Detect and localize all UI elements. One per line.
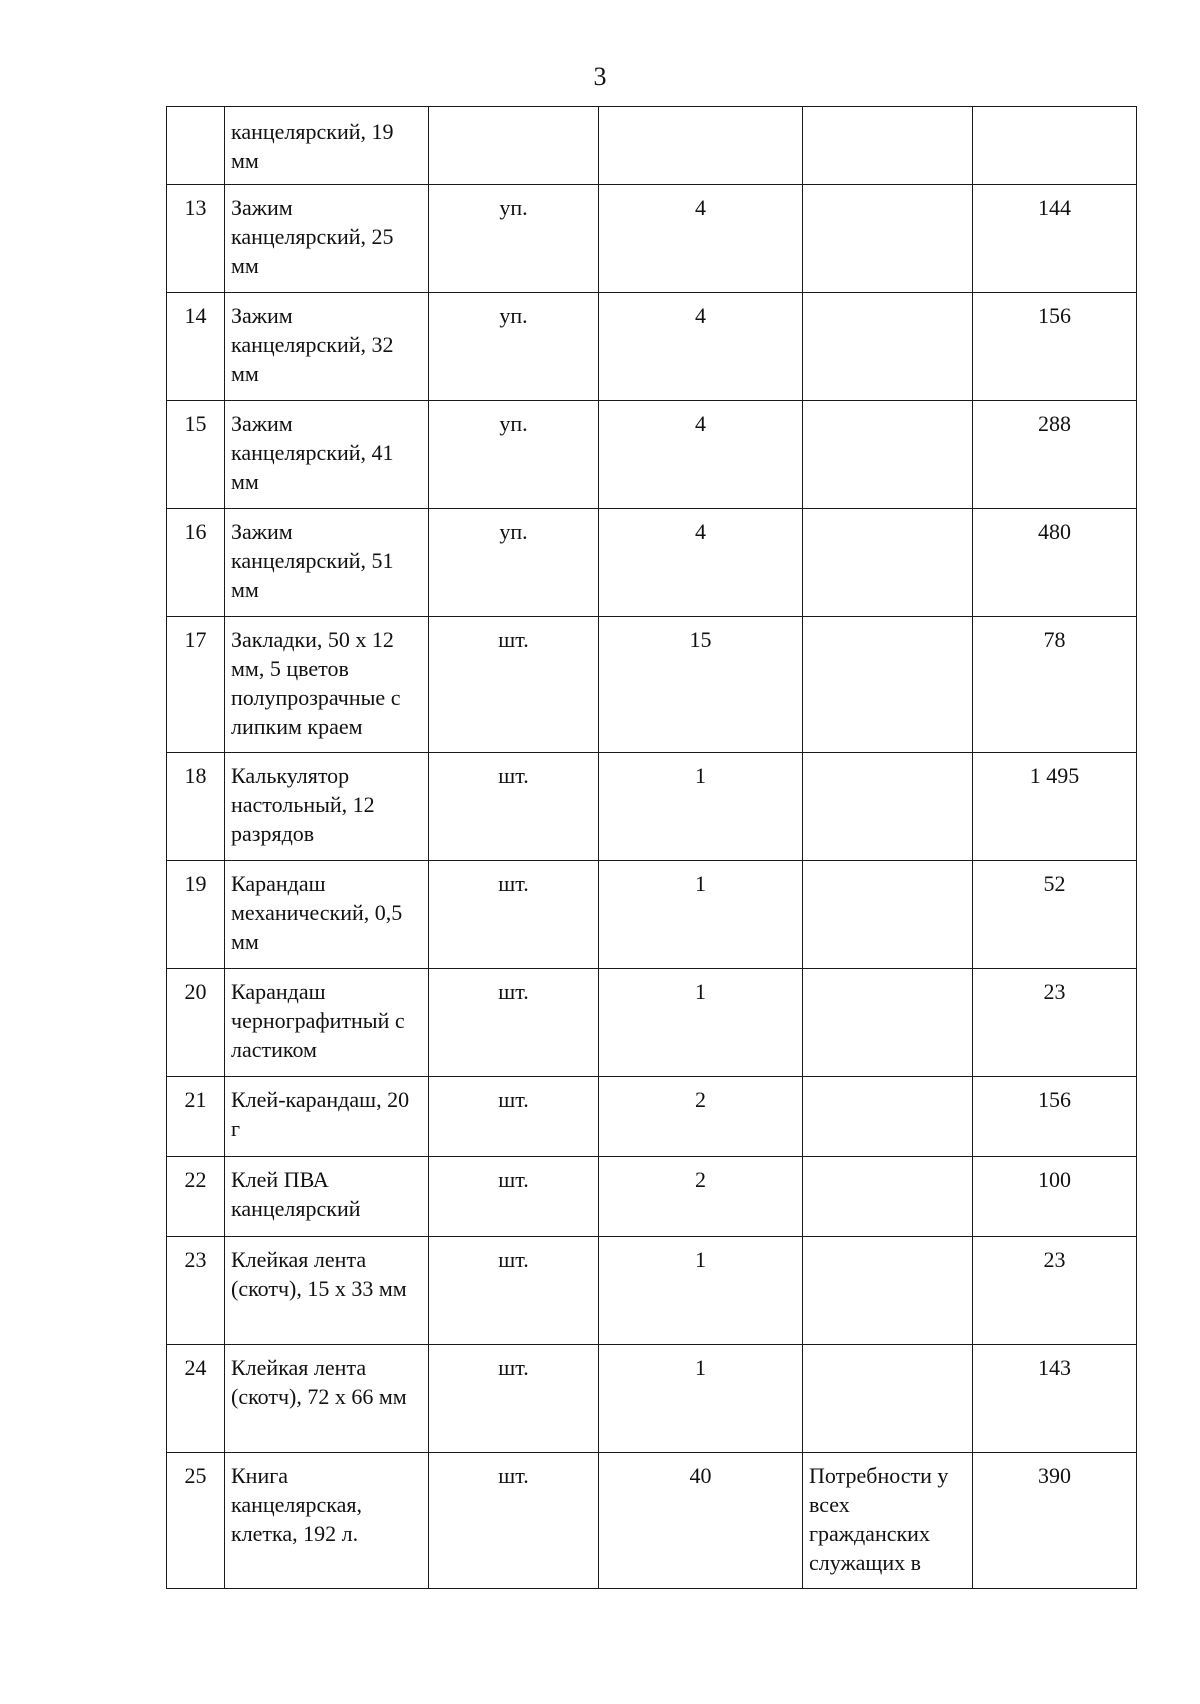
item-name: Книга канцелярская, клетка, 192 л. bbox=[225, 1453, 429, 1589]
row-number: 16 bbox=[167, 509, 225, 617]
item-note bbox=[803, 1237, 973, 1345]
item-note bbox=[803, 753, 973, 861]
row-number: 25 bbox=[167, 1453, 225, 1589]
table-row bbox=[167, 401, 1137, 509]
item-price: 143 bbox=[973, 1345, 1137, 1453]
item-quantity: 15 bbox=[599, 617, 803, 753]
item-note bbox=[803, 617, 973, 753]
item-quantity: 1 bbox=[599, 861, 803, 969]
item-quantity: 1 bbox=[599, 753, 803, 861]
table-row bbox=[167, 1077, 1137, 1157]
table-row bbox=[167, 185, 1137, 293]
row-number: 17 bbox=[167, 617, 225, 753]
item-name: Закладки, 50 х 12 мм, 5 цветов полупрозрачные с липким краем bbox=[225, 617, 429, 753]
item-price: 52 bbox=[973, 861, 1137, 969]
supplies-table bbox=[166, 106, 1137, 1589]
table-row bbox=[167, 969, 1137, 1077]
item-note bbox=[803, 107, 973, 185]
item-note bbox=[803, 1077, 973, 1157]
item-price: 156 bbox=[973, 293, 1137, 401]
item-unit: шт. bbox=[429, 1237, 599, 1345]
item-name: Зажим канцелярский, 25 мм bbox=[225, 185, 429, 293]
item-unit: уп. bbox=[429, 185, 599, 293]
item-note bbox=[803, 185, 973, 293]
item-unit: уп. bbox=[429, 401, 599, 509]
item-price: 156 bbox=[973, 1077, 1137, 1157]
row-number: 15 bbox=[167, 401, 225, 509]
item-note bbox=[803, 1345, 973, 1453]
item-price: 390 bbox=[973, 1453, 1137, 1589]
item-quantity: 1 bbox=[599, 969, 803, 1077]
item-price: 288 bbox=[973, 401, 1137, 509]
table-row bbox=[167, 1157, 1137, 1237]
page-number: 3 bbox=[593, 62, 607, 91]
item-price: 480 bbox=[973, 509, 1137, 617]
item-name: Клей ПВА канцелярский bbox=[225, 1157, 429, 1237]
item-unit: шт. bbox=[429, 1077, 599, 1157]
row-number: 18 bbox=[167, 753, 225, 861]
item-name: Зажим канцелярский, 51 мм bbox=[225, 509, 429, 617]
row-number: 23 bbox=[167, 1237, 225, 1345]
table-row bbox=[167, 753, 1137, 861]
item-note bbox=[803, 401, 973, 509]
row-number: 19 bbox=[167, 861, 225, 969]
item-note bbox=[803, 1157, 973, 1237]
item-price: 23 bbox=[973, 1237, 1137, 1345]
item-name: канцелярский, 19 мм bbox=[225, 107, 429, 185]
item-unit: шт. bbox=[429, 1157, 599, 1237]
item-name: Клейкая лента (скотч), 72 х 66 мм bbox=[225, 1345, 429, 1453]
item-unit: шт. bbox=[429, 861, 599, 969]
item-unit: шт. bbox=[429, 753, 599, 861]
item-price: 144 bbox=[973, 185, 1137, 293]
item-price: 78 bbox=[973, 617, 1137, 753]
row-number bbox=[167, 107, 225, 185]
item-note bbox=[803, 969, 973, 1077]
item-name: Клей-карандаш, 20 г bbox=[225, 1077, 429, 1157]
item-name: Зажим канцелярский, 32 мм bbox=[225, 293, 429, 401]
item-name: Карандаш чернографитный с ластиком bbox=[225, 969, 429, 1077]
item-note bbox=[803, 861, 973, 969]
item-name: Зажим канцелярский, 41 мм bbox=[225, 401, 429, 509]
table-row bbox=[167, 1453, 1137, 1589]
item-note: Потребности у всех гражданских служащих в bbox=[803, 1453, 973, 1589]
item-unit: шт. bbox=[429, 969, 599, 1077]
row-number: 24 bbox=[167, 1345, 225, 1453]
item-price: 100 bbox=[973, 1157, 1137, 1237]
row-number: 13 bbox=[167, 185, 225, 293]
item-unit: шт. bbox=[429, 617, 599, 753]
item-quantity: 4 bbox=[599, 401, 803, 509]
table-row bbox=[167, 509, 1137, 617]
item-note bbox=[803, 509, 973, 617]
item-quantity: 40 bbox=[599, 1453, 803, 1589]
item-price: 1 495 bbox=[973, 753, 1137, 861]
row-number: 21 bbox=[167, 1077, 225, 1157]
item-quantity bbox=[599, 107, 803, 185]
item-name: Карандаш механический, 0,5 мм bbox=[225, 861, 429, 969]
row-number: 22 bbox=[167, 1157, 225, 1237]
table-row bbox=[167, 861, 1137, 969]
table-row bbox=[167, 1345, 1137, 1453]
item-quantity: 4 bbox=[599, 293, 803, 401]
row-number: 14 bbox=[167, 293, 225, 401]
table-row bbox=[167, 293, 1137, 401]
table-row bbox=[167, 1237, 1137, 1345]
table-row bbox=[167, 107, 1137, 185]
item-quantity: 1 bbox=[599, 1237, 803, 1345]
item-unit: шт. bbox=[429, 1345, 599, 1453]
item-unit: шт. bbox=[429, 1453, 599, 1589]
item-price bbox=[973, 107, 1137, 185]
item-quantity: 4 bbox=[599, 185, 803, 293]
item-price: 23 bbox=[973, 969, 1137, 1077]
row-number: 20 bbox=[167, 969, 225, 1077]
item-quantity: 2 bbox=[599, 1077, 803, 1157]
table-row bbox=[167, 617, 1137, 753]
item-unit bbox=[429, 107, 599, 185]
item-unit: уп. bbox=[429, 293, 599, 401]
item-note bbox=[803, 293, 973, 401]
item-quantity: 4 bbox=[599, 509, 803, 617]
item-name: Калькулятор настольный, 12 разрядов bbox=[225, 753, 429, 861]
item-unit: уп. bbox=[429, 509, 599, 617]
item-quantity: 1 bbox=[599, 1345, 803, 1453]
item-quantity: 2 bbox=[599, 1157, 803, 1237]
item-name: Клейкая лента (скотч), 15 х 33 мм bbox=[225, 1237, 429, 1345]
